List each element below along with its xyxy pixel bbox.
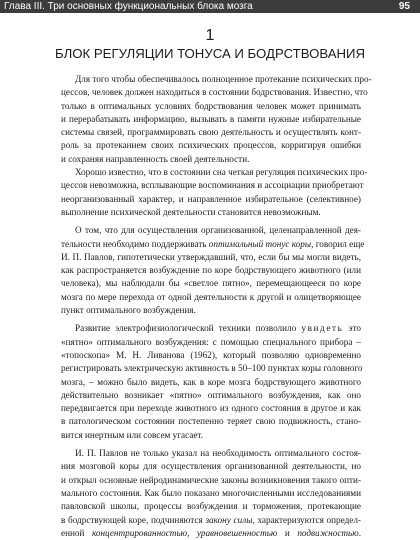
text-line: [61, 474, 361, 487]
text-segment: выполнение психической деятельности становится невозможным.: [61, 206, 321, 217]
text-segment: пункт оптимального возбуждения.: [61, 305, 196, 316]
text-line: [61, 487, 361, 500]
text-line: [61, 193, 361, 206]
text-segment: Развитие электрофизиологической техники позволило: [75, 323, 302, 334]
spaced-text: увидеть: [301, 323, 344, 334]
text-line: [61, 206, 361, 219]
text-line: [61, 73, 372, 86]
text-line: [61, 336, 361, 349]
text-segment: и сохраняя направленность своей деятельности.: [61, 153, 250, 164]
text-segment: и: [277, 527, 298, 538]
text-segment: как распространяется возбуждение по коре бодрствующего животного (или: [61, 265, 361, 276]
page-number: 95: [398, 1, 410, 12]
text-line: [61, 349, 361, 362]
text-line: [61, 527, 361, 540]
body-text: [61, 73, 372, 540]
text-line: [61, 100, 361, 113]
text-segment: цессов невозможна, всплывающие воспоминания и ассоциации приобретают: [61, 180, 364, 191]
text-segment: только в оптимальных условиях бодрствования человек может принимать: [61, 100, 361, 111]
text-segment: тельности необходимо поддерживать: [61, 238, 209, 249]
text-segment: роль за протеканием своих психических процессов, корригируя ошибки: [61, 140, 361, 151]
text-segment: енной: [61, 527, 92, 538]
text-segment: неорганизованный характер, и направленное избирательное (селективное): [61, 193, 361, 204]
italic-text: закону силы: [205, 514, 253, 525]
text-segment: И. П. Павлов, гипотетически утверждавший, что, если бы мы могли видеть,: [61, 251, 361, 262]
text-line: [61, 86, 368, 99]
text-segment: Для того чтобы обеспечивалось полноценное протекание психических про-: [75, 74, 372, 84]
text-segment: это: [343, 323, 361, 334]
text-line: [61, 322, 361, 335]
text-line: [61, 447, 361, 460]
text-segment: регистрировать электрическую активность в 50–100 пунктах коры головного: [61, 363, 363, 374]
text-segment: передвигается при переходе животного из одного состояния в другое и как: [61, 403, 361, 414]
text-segment: в бодрствующей коре, подчиняются: [61, 514, 206, 525]
italic-text: концентрированностью, уравновешенностью: [91, 527, 278, 538]
text-segment: О том, что для осуществления организованной, целенаправленной дея-: [75, 225, 361, 236]
text-line: [61, 304, 361, 317]
text-segment: человека), мы наблюдали бы «светлое пятно», перемещающееся по коре: [61, 278, 361, 289]
text-line: [61, 166, 368, 179]
text-line: [61, 415, 361, 428]
text-segment: «топоскопа» М. Н. Ливанова (1962), который позволяю одновременно: [61, 349, 361, 360]
section-number: 1: [205, 27, 215, 44]
text-line: [61, 224, 361, 237]
section-title: БЛОК РЕГУЛЯЦИИ ТОНУСА И БОДРСТВОВАНИЯ: [54, 46, 366, 61]
text-segment: цессов, человек должен находиться в состоянии бодрствования. Известно, что: [61, 87, 368, 98]
text-segment: системы связей, программировать свою деятельность и осуществлять конт-: [61, 127, 361, 138]
text-segment: мозга по мере перехода от одной деятельности к другой и олицетворяющее: [61, 291, 361, 302]
text-segment: и перерабатывать информацию, вызывать в памяти нужные избирательные: [61, 113, 361, 124]
text-segment: , характеризуются определ-: [252, 514, 361, 525]
text-line: [61, 460, 361, 473]
text-line: [61, 153, 361, 166]
italic-text: оптимальный тонус коры: [208, 238, 312, 249]
text-line: [61, 126, 361, 139]
text-line: [61, 291, 361, 304]
text-line: [61, 376, 361, 389]
text-line: [61, 179, 364, 192]
text-line: [61, 362, 361, 375]
text-segment: мального состояния. Как было показано многочисленными исследованиями: [61, 487, 361, 498]
text-line: [61, 500, 361, 513]
text-segment: «пятно» оптимального возбуждения: с помощью специального прибора –: [61, 336, 361, 347]
text-segment: , говорил еще: [311, 238, 365, 249]
text-segment: в патологическом состоянии постепенно теряет свою подвижность, стано-: [61, 416, 361, 427]
text-line: [61, 264, 361, 277]
text-segment: .: [358, 527, 361, 538]
running-header-chapter: Глава III. Три основных функциональных блока мозга: [4, 1, 253, 12]
text-segment: вится инертным или совсем угасает.: [61, 429, 204, 440]
running-header: [0, 0, 420, 13]
text-line: [61, 389, 361, 402]
text-segment: действительно возникает «пятно» оптимального возбуждения, как оно: [61, 389, 361, 400]
text-line: [61, 402, 361, 415]
text-line: [61, 277, 361, 290]
text-line: [61, 139, 361, 152]
italic-text: подвижностью: [297, 527, 359, 538]
text-segment: Хорошо известно, что в состоянии сна четкая регуляция психических про-: [75, 167, 368, 178]
text-segment: и открыл основные нейродинамические законы возникновения такого опти-: [61, 474, 361, 485]
text-segment: И. П. Павлов не только указал на необходимость оптимального состоя-: [75, 448, 361, 459]
text-line: [61, 514, 361, 527]
text-line: [61, 113, 361, 126]
text-segment: ния мозговой коры для осуществления организованной деятельности, но: [61, 461, 361, 472]
text-line: [61, 238, 365, 251]
text-line: [61, 429, 361, 442]
text-line: [61, 251, 361, 264]
text-segment: павловской школы, процессы возбуждения и торможения, протекающие: [61, 501, 361, 512]
text-segment: мозга, – можно было видеть, как в коре мозга бодрствующего животного: [61, 376, 361, 387]
